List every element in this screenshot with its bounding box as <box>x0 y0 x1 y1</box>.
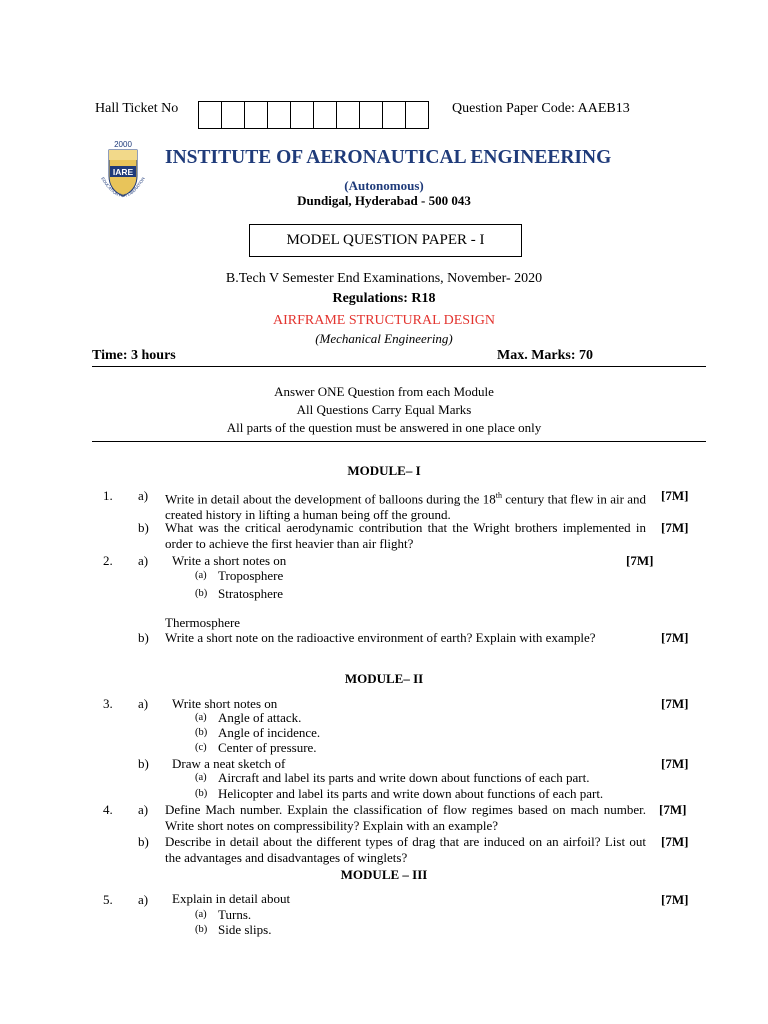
marks-label: [7M] <box>661 696 689 711</box>
marks-label: [7M] <box>661 834 689 849</box>
sub-item-text: Angle of attack. <box>218 710 302 725</box>
sub-item-text: Center of pressure. <box>218 740 317 755</box>
question-paper-code: Question Paper Code: AAEB13 <box>452 101 630 116</box>
part-label: b) <box>138 520 149 535</box>
sub-item-text: Stratosphere <box>218 586 283 601</box>
question-4b-text: Describe in detail about the different types of drag that are induced on an airfoil? List out the advantages and disadvantages of winglets? <box>165 834 646 865</box>
instruction-2: All Questions Carry Equal Marks <box>296 402 472 417</box>
time-label: Time: 3 hours <box>92 348 176 363</box>
subject-title: AIRFRAME STRUCTURAL DESIGN <box>273 313 495 328</box>
max-marks-label: Max. Marks: 70 <box>497 348 594 363</box>
part-label: a) <box>138 488 149 503</box>
part-label: a) <box>138 892 149 907</box>
part-label: b) <box>138 756 149 771</box>
marks-label: [7M] <box>661 630 689 645</box>
hall-ticket-boxes[interactable] <box>198 101 429 129</box>
marks-label: [7M] <box>661 488 689 503</box>
branch: (Mechanical Engineering) <box>315 331 453 346</box>
question-4a-text: Define Mach number. Explain the classification of flow regimes based on mach number. Write short notes on compressibility? Explain with an example? <box>165 802 646 833</box>
marks-label: [7M] <box>626 553 654 568</box>
logo-motto: EDUCATION FOR LIBERATION <box>100 176 146 199</box>
part-label: b) <box>138 834 149 849</box>
regulations: Regulations: R18 <box>332 291 436 306</box>
sub-item-label: (b) <box>195 727 208 738</box>
sub-item-text: Thermosphere <box>165 615 241 630</box>
question-number: 4. <box>103 802 113 817</box>
question-3b-text: Draw a neat sketch of <box>172 756 286 771</box>
question-5a-text: Explain in detail about <box>172 891 291 906</box>
sub-item-text: Troposphere <box>218 568 284 583</box>
hall-ticket-label: Hall Ticket No <box>95 101 179 116</box>
marks-label: [7M] <box>659 802 687 817</box>
instruction-3: All parts of the question must be answered in one place only <box>226 420 542 435</box>
sub-item-text: Angle of incidence. <box>218 725 321 740</box>
part-label: a) <box>138 802 149 817</box>
marks-label: [7M] <box>661 892 689 907</box>
logo-abbr: IARE <box>112 167 134 177</box>
part-label: a) <box>138 553 149 568</box>
sub-item-label: (a) <box>195 712 207 723</box>
divider-bottom <box>92 441 706 442</box>
question-number: 3. <box>103 696 113 711</box>
question-number: 1. <box>103 488 113 503</box>
module-2-title: MODULE– II <box>344 671 424 686</box>
sub-item-label: (a) <box>195 909 207 920</box>
institute-address: Dundigal, Hyderabad - 500 043 <box>297 193 471 208</box>
logo-year: 2000 <box>114 140 132 149</box>
question-2b-text: Write a short note on the radioactive environment of earth? Explain with example? <box>165 630 596 645</box>
sub-item-label: (c) <box>195 742 207 753</box>
part-label: b) <box>138 630 149 645</box>
paper-title: MODEL QUESTION PAPER - I <box>286 232 485 248</box>
question-1b-text: What was the critical aerodynamic contribution that the Wright brothers implemented in order to achieve the first heavier than air flight? <box>165 520 646 551</box>
marks-label: [7M] <box>661 520 689 535</box>
institute-name: INSTITUTE OF AERONAUTICAL ENGINEERING <box>165 147 612 168</box>
question-number: 2. <box>103 553 113 568</box>
sub-item-text: Helicopter and label its parts and write down about functions of each part. <box>218 786 604 801</box>
module-3-title: MODULE – III <box>340 867 428 882</box>
instruction-1: Answer ONE Question from each Module <box>274 384 494 399</box>
sub-item-text: Turns. <box>218 907 252 922</box>
autonomous-label: (Autonomous) <box>344 178 424 193</box>
question-2a-text: Write a short notes on <box>172 553 287 568</box>
sub-item-label: (b) <box>195 924 208 935</box>
sub-item-text: Aircraft and label its parts and write down about functions of each part. <box>218 770 590 785</box>
sub-item-label: (a) <box>195 570 207 581</box>
part-label: a) <box>138 696 149 711</box>
question-3a-text: Write short notes on <box>172 696 278 711</box>
marks-label: [7M] <box>661 756 689 771</box>
module-1-title: MODULE– I <box>347 463 421 478</box>
sub-item-label: (b) <box>195 788 208 799</box>
sub-item-label: (a) <box>195 772 207 783</box>
question-1a-text: Write in detail about the development of balloons during the 18th century that flew in air and created history in lifting a human being off the ground. <box>165 491 646 522</box>
paper-title-box <box>249 224 522 257</box>
sub-item-text: Side slips. <box>218 922 272 937</box>
question-number: 5. <box>103 892 113 907</box>
exam-name: B.Tech V Semester End Examinations, November- 2020 <box>225 271 543 286</box>
divider-top <box>92 366 706 367</box>
sub-item-label: (b) <box>195 588 208 599</box>
